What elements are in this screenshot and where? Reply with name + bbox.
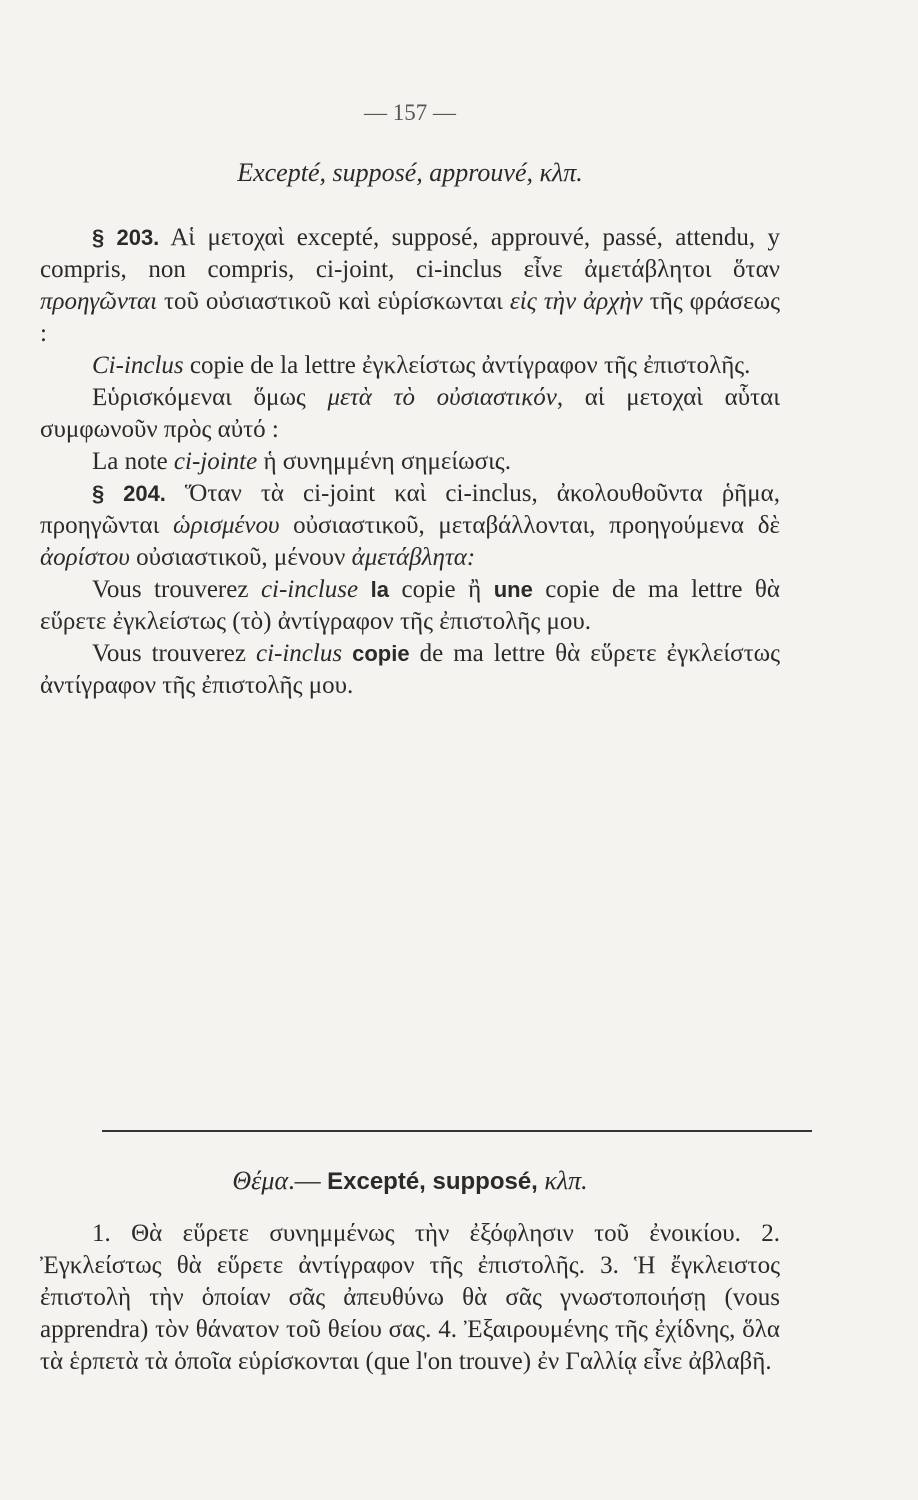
main-text — [40, 222, 780, 702]
section-204-paragraph — [40, 478, 780, 574]
text-run: La note — [92, 448, 174, 475]
bold-run: Excepté, supposé, — [327, 1168, 538, 1195]
exercise-text — [40, 1218, 780, 1378]
text-run: οὐσιαστικοῦ, μένουν — [129, 544, 352, 571]
text-run: .— — [288, 1166, 328, 1195]
italic-run: Θέμα — [232, 1166, 289, 1195]
italic-run: ὡρισμένου — [173, 512, 280, 539]
text-run: Αἱ μετοχαὶ excepté, supposé, approuvé, passé, attendu, y compris, non compris, ci-joint, ci-inclus εἶνε ἀμετάβλητοι ὅταν — [40, 224, 780, 283]
italic-run: ἀορίστου — [40, 544, 130, 571]
bold-run: la — [370, 577, 389, 602]
example-paragraph — [40, 574, 780, 638]
text-run: Εὑρισκόμεναι ὅμως — [92, 384, 328, 411]
italic-run: μετὰ τὸ οὐσιαστικόν — [327, 384, 557, 411]
section-number: § 203. — [92, 225, 160, 250]
page-heading: Excepté, supposé, approuvé, κλπ. — [237, 158, 583, 187]
text-run: Ὅταν τὰ ci-joint καὶ ci-inclus, ἀκολουθοῦντα ῥῆμα, προηγῶνται — [40, 480, 780, 539]
italic-run: ἀμετάβλητα: — [351, 544, 476, 571]
text-run: τῆς φράσεως : — [40, 288, 780, 347]
example-paragraph — [40, 350, 780, 382]
text-run: Vous trouverez — [92, 576, 261, 603]
section-203-paragraph — [40, 222, 780, 350]
bold-run: une — [493, 577, 533, 602]
italic-run: ci-jointe — [173, 448, 258, 475]
exercise-title — [40, 1166, 780, 1196]
italic-run: κλπ. — [537, 1166, 588, 1195]
example-paragraph — [40, 446, 780, 478]
text-run: copie de la lettre ἐγκλείστως ἀντίγραφον τῆς ἐπιστολῆς. — [183, 352, 751, 379]
section-number: § 204. — [92, 481, 166, 506]
text-run: copie de ma lettre θὰ εὕρετε ἐγκλείστως (τὸ) ἀντίγραφον τῆς ἐπιστολῆς μου. — [40, 576, 780, 635]
text-run: ἡ συνημμένη σημείωσις. — [257, 448, 511, 475]
italic-run: εἰς τὴν ἀρχὴν — [509, 288, 643, 315]
italic-run: προηγῶνται — [40, 288, 158, 315]
bold-run: copie — [352, 641, 410, 666]
text-run: Vous trouverez — [92, 640, 256, 667]
text-run: copie ἢ — [388, 576, 494, 603]
italic-run: Ci-inclus — [92, 352, 184, 379]
horizontal-rule — [102, 1130, 812, 1132]
italic-run: ci-incluse — [260, 576, 359, 603]
example-paragraph — [40, 638, 780, 702]
page-number: — 157 — — [364, 100, 456, 125]
text-run: οὐσιαστικοῦ, μεταβάλλονται, προηγούμενα δὲ — [279, 512, 780, 539]
text-run: , αἱ μετοχαὶ αὗται συμφωνοῦν πρὸς αὐτό : — [40, 384, 780, 443]
text-run: τοῦ οὐσιαστικοῦ καὶ εὑρίσκωνται — [157, 288, 510, 315]
italic-run: ci-inclus — [255, 640, 343, 667]
book-page — [40, 0, 780, 1500]
exercise-paragraph: 1. Θὰ εὕρετε συνημμένως τὴν ἐξόφλησιν τοῦ ἐνοικίου. 2. Ἐγκλείστως θὰ εὕρετε ἀντίγραφον τῆς ἐπιστολῆς. 3. Ἡ ἔγκλειστος ἐπιστολὴ τὴν ὁποίαν σᾶς ἀπευθύνω θὰ σᾶς γνωστοποιήσῃ (vous apprendra) τὸν θάνατον τοῦ θείου σας. 4. Ἐξαιρουμένης τῆς ἐχίδνης, ὅλα τὰ ἑρπετὰ τὰ ὁποῖα εὑρίσκονται (que l'on trouve) ἐν Γαλλίᾳ εἶνε ἀβλαβῆ. — [40, 1220, 780, 1375]
section-203-paragraph-2 — [40, 382, 780, 446]
text-run: de ma lettre θὰ εὕρετε ἐγκλείστως ἀντίγραφον τῆς ἐπιστολῆς μου. — [40, 640, 781, 699]
